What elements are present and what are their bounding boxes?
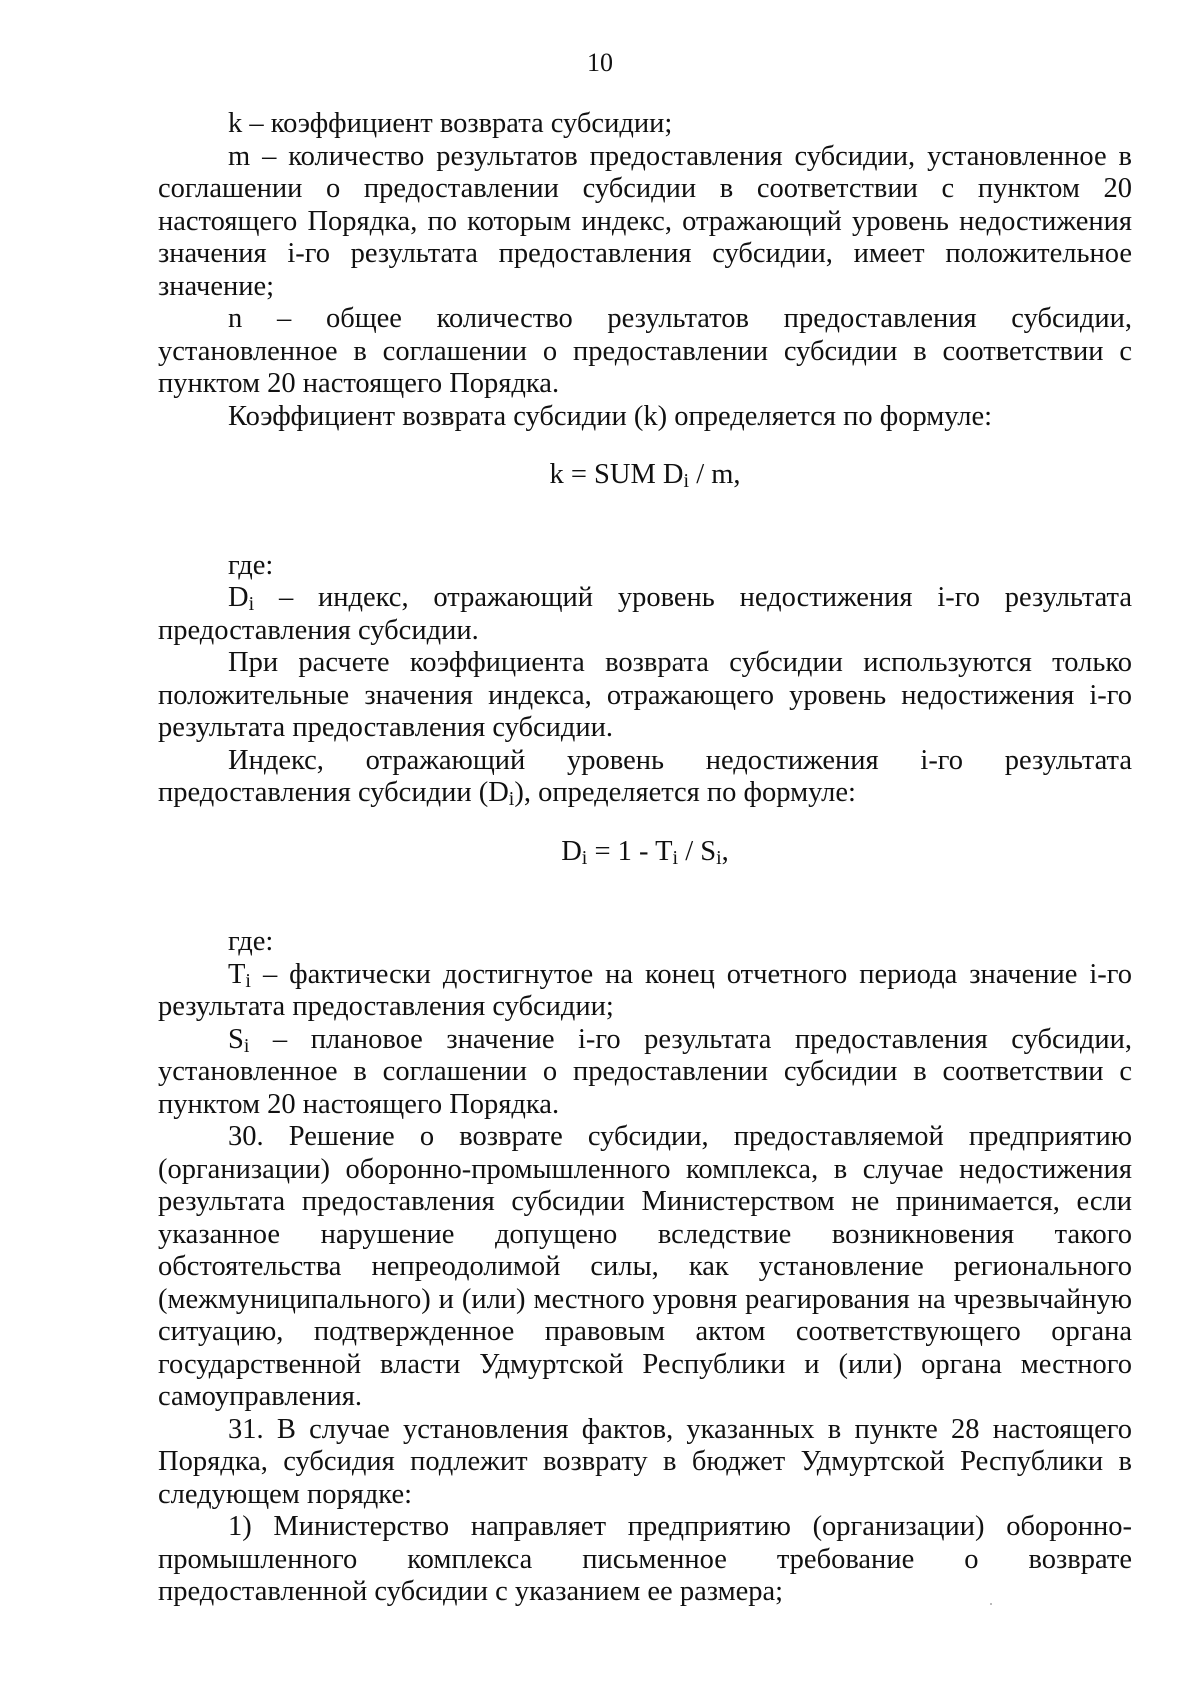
paragraph-31: 31. В случае установления фактов, указанных в пункте 28 настоящего Порядка, субсидия подлежит возврату в бюджет Удмуртской Республики в следующем порядке: [158, 1413, 1132, 1510]
formula-di-s-subscript: i [716, 846, 722, 869]
definition-n: n – общее количество результатов предоставления субсидии, установленное в соглашении о предоставлении субсидии в соответствии с пунктом 20 настоящего Порядка. [158, 303, 1132, 399]
definition-ti [158, 959, 1132, 1024]
di-intro-subscript: i [508, 787, 515, 810]
formula-di-t-subscript: i [672, 846, 679, 869]
ti-text: – фактически достигнутое на конец отчетного периода значение i-го результата предоставления субсидии; [158, 958, 1132, 1022]
formula-k [158, 459, 1132, 492]
where-label-1: где: [228, 549, 274, 581]
di-formula-intro [158, 745, 1132, 810]
si-symbol: S [228, 1023, 244, 1055]
formula-di-mid: = 1 - T [587, 835, 673, 867]
formula-k-rhs: / m, [689, 459, 741, 490]
k-formula-intro: Коэффициент возврата субсидии (k) определяется по формуле: [228, 400, 993, 432]
paragraph-30: 30. Решение о возврате субсидии, предоставляемой предприятию (организации) оборонно-промышленного комплекса, в случае недостижения результата предоставления субсидии Министерством не принимается, если указанное нарушение допущено вследствие возникновения такого обстоятельства непреодолимой силы, как установление регионального (межмуниципального) и (или) местного уровня реагирования на чрезвычайную ситуацию, подтвержденное правовым актом соответствующего органа государственной власти Удмуртской Республики и (или) органа местного самоуправления. [158, 1121, 1132, 1412]
where-label-2: где: [228, 926, 274, 957]
di-text: – индекс, отражающий уровень недостижения i-го результата предоставления субсидии. [158, 582, 1132, 646]
definition-si [158, 1024, 1132, 1122]
si-text: – плановое значение i-го результата предоставления субсидии, установленное в соглашении о предоставлении субсидии в соответствии с пунктом 20 настоящего Порядка. [158, 1023, 1132, 1120]
formula-di [158, 836, 1132, 869]
formula-di-end: , [721, 835, 729, 867]
scan-speck [990, 1603, 992, 1605]
page-number: 10 [587, 48, 613, 77]
definition-m: m – количество результатов предоставления субсидии, установленное в соглашении о предоставлении субсидии в соответствии с пунктом 20 настоящего Порядка, по которым индекс, отражающий уровень недостижения значения i-го результата предоставления субсидии, имеет положительное значение; [158, 140, 1132, 302]
definition-k: k – коэффициент возврата субсидии; [228, 108, 673, 139]
document-body [158, 108, 1132, 1609]
formula-di-d-subscript: i [581, 846, 588, 869]
si-subscript: i [243, 1034, 250, 1057]
ti-subscript: i [245, 969, 251, 992]
di-intro-post: ), определяется по формуле: [514, 777, 856, 808]
formula-di-slash: / S [678, 835, 717, 867]
formula-k-lhs: k = SUM D [549, 459, 684, 490]
formula-di-d: D [561, 835, 582, 867]
formula-k-subscript: i [683, 469, 690, 492]
positive-values-note: При расчете коэффициента возврата субсидии используются только положительные значения индекса, отражающего уровень недостижения i-го результата предоставления субсидии. [158, 647, 1132, 743]
ti-symbol: T [228, 958, 246, 990]
paragraph-31-item-1: 1) Министерство направляет предприятию (организации) оборонно-промышленного комплекса письменное требование о возврате предоставленной субсидии с указанием ее размера; [158, 1511, 1132, 1607]
definition-di [158, 582, 1132, 647]
di-intro-pre: Индекс, отражающий уровень недостижения i-го результата предоставления субсидии (D [158, 744, 1132, 808]
di-symbol: D [228, 582, 249, 613]
di-subscript: i [248, 592, 255, 615]
